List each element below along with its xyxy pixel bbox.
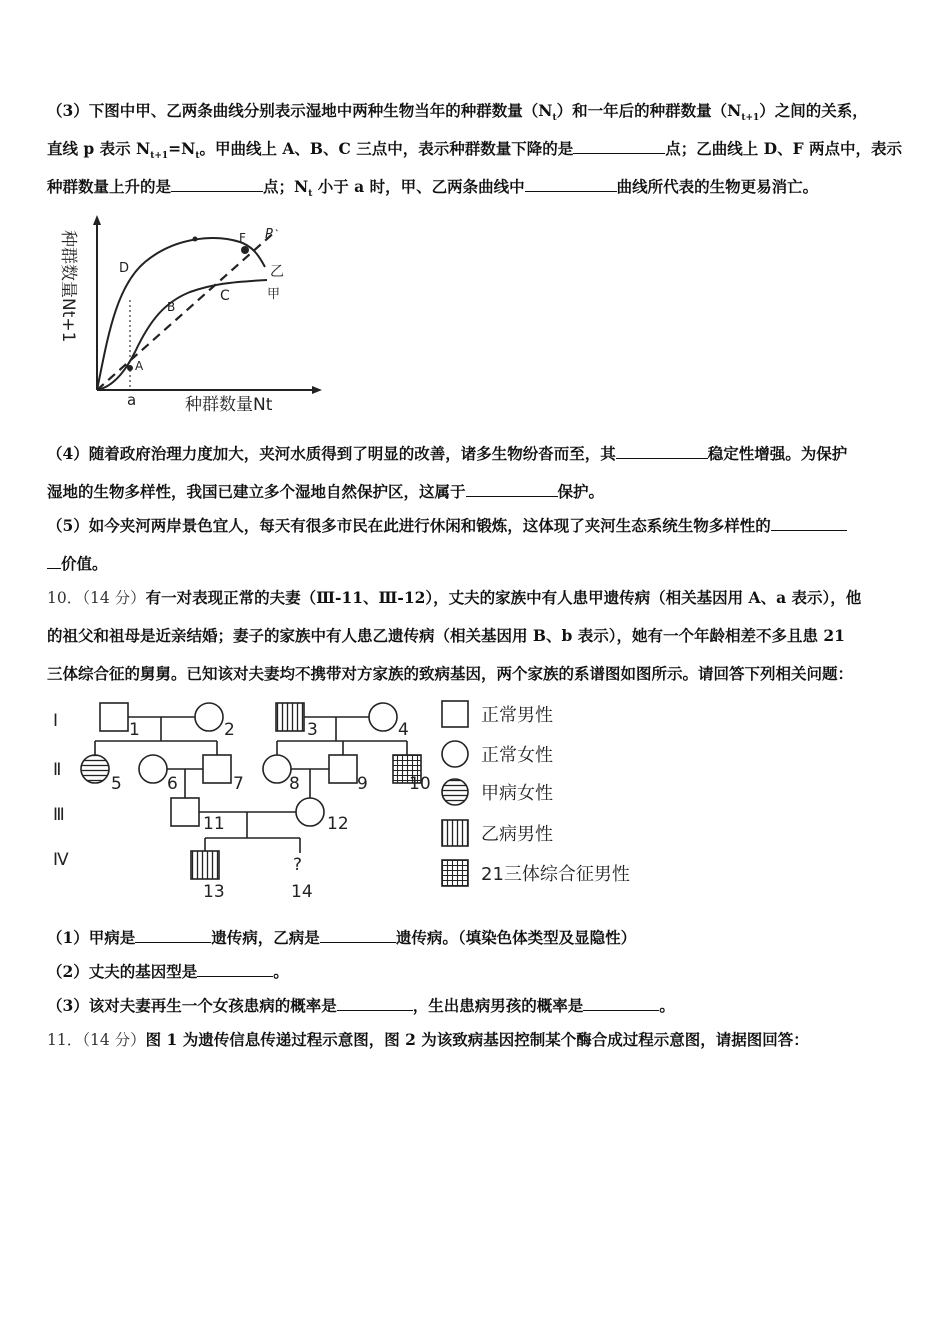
id-1: 1 xyxy=(129,720,140,740)
id-2: 2 xyxy=(224,720,235,740)
label-F: F xyxy=(239,231,246,245)
id-9: 9 xyxy=(357,774,368,794)
answer-blank[interactable] xyxy=(197,962,273,977)
q10-intro-line1: 10．（14 分）有一对表现正常的夫妻（Ⅲ-11、Ⅲ-12），丈夫的家族中有人患甲遗传病（相关基因用 A、a 表示），他 xyxy=(47,588,862,607)
q9-p3-line1: （3）下图中甲、乙两条曲线分别表示湿地中两种生物当年的种群数量$(N_t)$和一年后的种群数量$(N_{t+1})$之间的关系， xyxy=(47,101,868,124)
answer-blank[interactable] xyxy=(525,177,617,192)
legend-jia-female: 甲病女性 xyxy=(481,783,553,804)
person-6 xyxy=(139,755,167,783)
id-7: 7 xyxy=(233,774,244,794)
q9-p3-line3: 种群数量上升的是 点；$N_t$ 小于 a 时，甲、乙两条曲线中 曲线所代表的生物更易消亡。 xyxy=(47,177,819,200)
label-jia: 甲 xyxy=(267,287,281,302)
x-axis-label: 种群数量Nt xyxy=(185,395,273,415)
legend-yi-male-symbol xyxy=(442,820,468,846)
answer-blank[interactable] xyxy=(171,177,263,192)
id-8: 8 xyxy=(289,774,300,794)
person-9 xyxy=(329,755,357,783)
person-7 xyxy=(203,755,231,783)
person-3 xyxy=(276,703,304,731)
legend-normal-female: 正常女性 xyxy=(481,745,553,766)
answer-blank[interactable] xyxy=(771,516,847,531)
id-12: 12 xyxy=(327,814,349,834)
id-5: 5 xyxy=(111,774,122,794)
person-4 xyxy=(369,703,397,731)
person-5 xyxy=(81,755,109,783)
id-3: 3 xyxy=(307,720,318,740)
legend-jia-female-symbol xyxy=(442,779,468,805)
answer-blank[interactable] xyxy=(616,444,708,459)
label-B: B xyxy=(167,300,176,314)
legend-21trisomy-male: 21三体综合征男性 xyxy=(481,864,630,885)
person-11 xyxy=(171,798,199,826)
answer-blank[interactable] xyxy=(573,139,665,154)
label-C: C xyxy=(220,288,230,304)
id-14: 14 xyxy=(291,882,313,902)
gen-IV: Ⅳ xyxy=(53,850,69,870)
answer-blank[interactable] xyxy=(47,554,61,569)
q10-sub1: （1）甲病是 遗传病，乙病是 遗传病。（填染色体类型及显隐性） xyxy=(47,928,637,947)
legend-normal-female-symbol xyxy=(442,741,468,767)
q9-p5-line2: 价值。 xyxy=(47,554,108,574)
person-13 xyxy=(191,851,219,879)
gen-II: Ⅱ xyxy=(53,760,62,780)
population-graph xyxy=(55,212,330,417)
legend-normal-male: 正常男性 xyxy=(481,705,553,726)
answer-blank[interactable] xyxy=(337,996,413,1011)
q9-p3-line2: 直线 p 表示 $N_{t+1}=N_t$。甲曲线上 A、B、C 三点中，表示种群数量下降的是 点；乙曲线上 D、F 两点中，表示 xyxy=(47,139,903,162)
person-1 xyxy=(100,703,128,731)
answer-blank[interactable] xyxy=(135,928,211,943)
q11-intro: 11．（14 分）图 1 为遗传信息传递过程示意图，图 2 为该致病基因控制某个酶合成过程示意图，请据图回答： xyxy=(47,1030,809,1049)
person-2 xyxy=(195,703,223,731)
point-F xyxy=(241,246,249,254)
answer-blank[interactable] xyxy=(583,996,659,1011)
point-A xyxy=(127,365,133,371)
q9-p4-line2: 湿地的生物多样性，我国已建立多个湿地自然保护区，这属于 保护。 xyxy=(47,482,605,501)
label-A: A xyxy=(135,359,144,373)
q10-sub2: （2）丈夫的基因型是 。 xyxy=(47,962,289,981)
q10-sub3: （3）该对夫妻再生一个女孩患病的概率是 ，生出患病男孩的概率是 。 xyxy=(47,996,675,1015)
q10-intro-line3: 三体综合征的舅舅。已知该对夫妻均不携带对方家族的致病基因，两个家族的系谱图如图所示。请回答下列相关问题： xyxy=(47,664,854,683)
gen-I: Ⅰ xyxy=(53,711,59,731)
id-11: 11 xyxy=(203,814,225,834)
id-13: 13 xyxy=(203,882,225,902)
a-tick-label: a xyxy=(127,391,137,409)
id-6: 6 xyxy=(167,774,178,794)
person-12 xyxy=(296,798,324,826)
gen-III: Ⅲ xyxy=(53,805,65,825)
pedigree-chart xyxy=(45,693,665,908)
label-P: P xyxy=(265,227,273,242)
id-4: 4 xyxy=(398,720,409,740)
point-top xyxy=(193,237,198,242)
q9-p5-line1: （5）如今夹河两岸景色宜人，每天有很多市民在此进行休闲和锻炼，这体现了夹河生态系统生物多样性的 xyxy=(47,516,847,536)
legend-yi-male: 乙病男性 xyxy=(481,824,553,845)
label-yi: 乙 xyxy=(270,264,284,280)
unknown-mark: ? xyxy=(293,855,303,875)
answer-blank[interactable] xyxy=(466,482,558,497)
q10-intro-line2: 的祖父和祖母是近亲结婚；妻子的家族中有人患乙遗传病（相关基因用 B、b 表示），她有一个年龄相差不多且患 21 xyxy=(47,626,845,645)
curve-jia xyxy=(97,280,267,390)
label-D: D xyxy=(119,261,130,276)
legend-normal-male-symbol xyxy=(442,701,468,727)
y-axis-label: 种群数量Nt+1 xyxy=(58,230,78,343)
line-p xyxy=(97,230,277,390)
id-10: 10 xyxy=(409,774,431,794)
person-8 xyxy=(263,755,291,783)
legend-21trisomy-male-symbol xyxy=(442,860,468,886)
answer-blank[interactable] xyxy=(320,928,396,943)
q9-p4-line1: （4）随着政府治理力度加大，夹河水质得到了明显的改善，诸多生物纷沓而至，其 稳定性增强。为保护 xyxy=(47,444,848,463)
